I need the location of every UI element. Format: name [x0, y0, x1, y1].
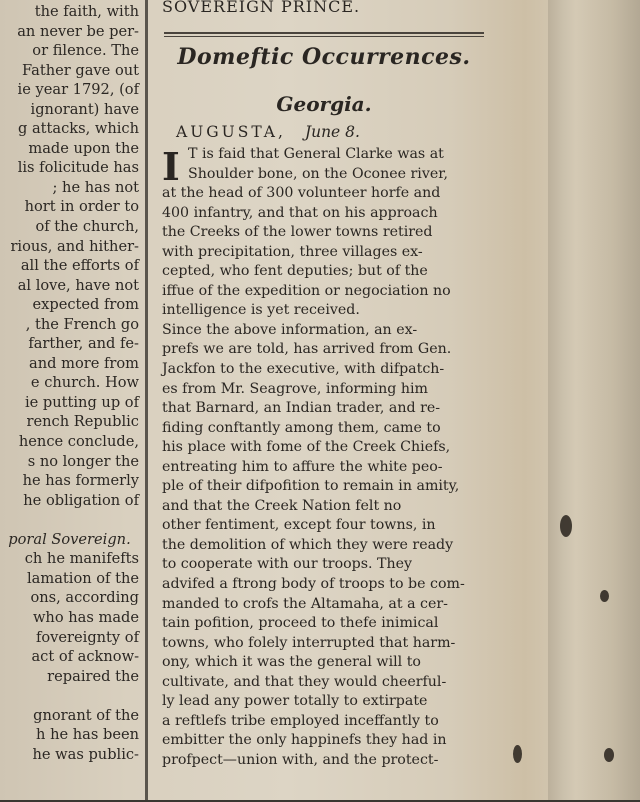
- article-line: T is faid that General Clarke was at: [188, 146, 444, 162]
- article-line: es from Mr. Seagrove, informing him: [162, 380, 429, 397]
- state-heading: Georgia.: [276, 92, 372, 116]
- left-column-line: ons, according: [30, 589, 139, 607]
- left-column-line: who has made: [32, 608, 139, 626]
- dateline-city: AUGUSTA,: [176, 123, 286, 141]
- left-column-line: farther, and fe-: [28, 335, 139, 353]
- left-column-line: ; he has not: [52, 178, 139, 196]
- left-column-line: rench Republic: [26, 413, 139, 431]
- left-column-line: [0, 686, 142, 706]
- dateline: [176, 123, 360, 141]
- article-line: the Creeks of the lower towns retired: [162, 224, 433, 241]
- ink-blot: [600, 590, 609, 602]
- left-column-line: e church. How: [30, 374, 139, 392]
- article-line: tain pofition, proceed to thefe inimical: [162, 615, 439, 632]
- left-column-line: act of acknow-: [31, 648, 139, 666]
- left-column-line: lamation of the: [27, 569, 139, 587]
- left-column: [0, 0, 142, 802]
- article-line: and that the Creek Nation felt no: [162, 497, 402, 514]
- article-line: intelligence is yet received.: [162, 302, 360, 319]
- ink-blot: [604, 748, 614, 762]
- left-column-line: he obligation of: [23, 491, 139, 509]
- article-line: a reftlefs tribe employed inceffantly to: [162, 712, 439, 729]
- article-line: ony, which it was the general will to: [162, 654, 421, 671]
- article-line: ple of their difpofition to remain in amity,: [162, 478, 460, 495]
- article-line: the demolition of which they were ready: [162, 536, 454, 553]
- header-rule: [164, 32, 484, 34]
- left-column-line: and more from: [29, 354, 139, 372]
- left-column-line: all the efforts of: [20, 257, 139, 275]
- article-line: profpect—union with, and the protect-: [162, 751, 439, 768]
- article-line: manded to crofs the Altamaha, at a cer-: [162, 595, 448, 612]
- article-line: towns, who folely interrupted that harm-: [162, 634, 456, 651]
- drop-cap: I: [162, 144, 180, 189]
- article-line: iffue of the expedition or negociation no: [162, 282, 451, 299]
- article-line: Since the above information, an ex-: [162, 321, 418, 338]
- article-line: Shoulder bone, on the Oconee river,: [188, 165, 448, 182]
- article-line: entreating him to affure the white peo-: [162, 458, 443, 475]
- left-column-line: expected from: [32, 296, 139, 314]
- left-column-line: [0, 510, 142, 530]
- dateline-date: June 8.: [304, 123, 360, 141]
- left-column-line: fovereignty of: [35, 628, 139, 646]
- left-column-line: ie year 1792, (of: [17, 81, 139, 99]
- article-line: prefs we are told, has arrived from Gen.: [162, 341, 452, 358]
- page-fold-shadow: [548, 0, 640, 800]
- article-line: Jackfon to the executive, with difpatch-: [162, 361, 445, 378]
- article-line: embitter the only happinefs they had in: [162, 732, 447, 749]
- article-body: [162, 145, 494, 771]
- ink-blot: [513, 745, 522, 763]
- left-column-line: an never be per-: [17, 22, 139, 40]
- left-column-line: rious, and hither-: [10, 237, 139, 255]
- header-rule-thin: [164, 36, 484, 37]
- article-line: 400 infantry, and that on his approach: [162, 204, 438, 221]
- ink-blot: [560, 515, 572, 537]
- left-column-line: the faith, with: [34, 3, 139, 20]
- left-column-line: lis folicitude has: [17, 159, 139, 177]
- left-column-line: of the church,: [35, 218, 139, 236]
- article-line: cepted, who fent deputies; but of the: [162, 263, 428, 280]
- left-column-line: , the French go: [25, 315, 139, 333]
- article-line: with precipitation, three villages ex-: [162, 243, 423, 260]
- left-column-line: h he has been: [36, 726, 139, 744]
- left-column-line: Father gave out: [22, 61, 139, 79]
- article-line: to cooperate with our troops. They: [162, 556, 413, 573]
- left-column-line: s no longer the: [27, 452, 139, 470]
- article-line: that Barnard, an Indian trader, and re-: [162, 400, 441, 417]
- article-line: other fentiment, except four towns, in: [162, 517, 436, 534]
- left-column-line: he has formerly: [22, 472, 139, 490]
- left-column-line: ignorant) have: [30, 100, 139, 118]
- left-column-line: al love, have not: [17, 276, 139, 294]
- header-line: SOVEREIGN PRINCE.: [162, 0, 361, 16]
- right-column: [156, 0, 496, 800]
- article-line: cultivate, and that they would cheerful-: [162, 673, 447, 690]
- left-column-line: ie putting up of: [24, 393, 139, 411]
- article-line: ly lead any power totally to extirpate: [162, 693, 428, 710]
- left-column-line: made upon the: [28, 139, 139, 157]
- column-rule: [145, 0, 148, 800]
- left-column-line: hort in order to: [24, 198, 139, 216]
- left-column-line: or filence. The: [32, 42, 139, 60]
- left-column-line: hence conclude,: [18, 433, 139, 451]
- article-line: advifed a ftrong body of troops to be com-: [162, 576, 465, 593]
- left-column-line: poral Sovereign.: [8, 530, 131, 548]
- left-column-line: g attacks, which: [17, 120, 139, 138]
- left-column-line: repaired the: [47, 667, 139, 685]
- article-line: his place with fome of the Creek Chiefs,: [162, 439, 451, 456]
- section-title: Domeftic Occurrences.: [177, 44, 471, 70]
- left-column-line: gnorant of the: [33, 706, 139, 724]
- left-column-line: he was public-: [32, 745, 139, 763]
- article-line: fiding conftantly among them, came to: [162, 419, 441, 436]
- left-column-line: ch he manifefts: [24, 550, 139, 568]
- article-line: at the head of 300 volunteer horfe and: [162, 185, 441, 202]
